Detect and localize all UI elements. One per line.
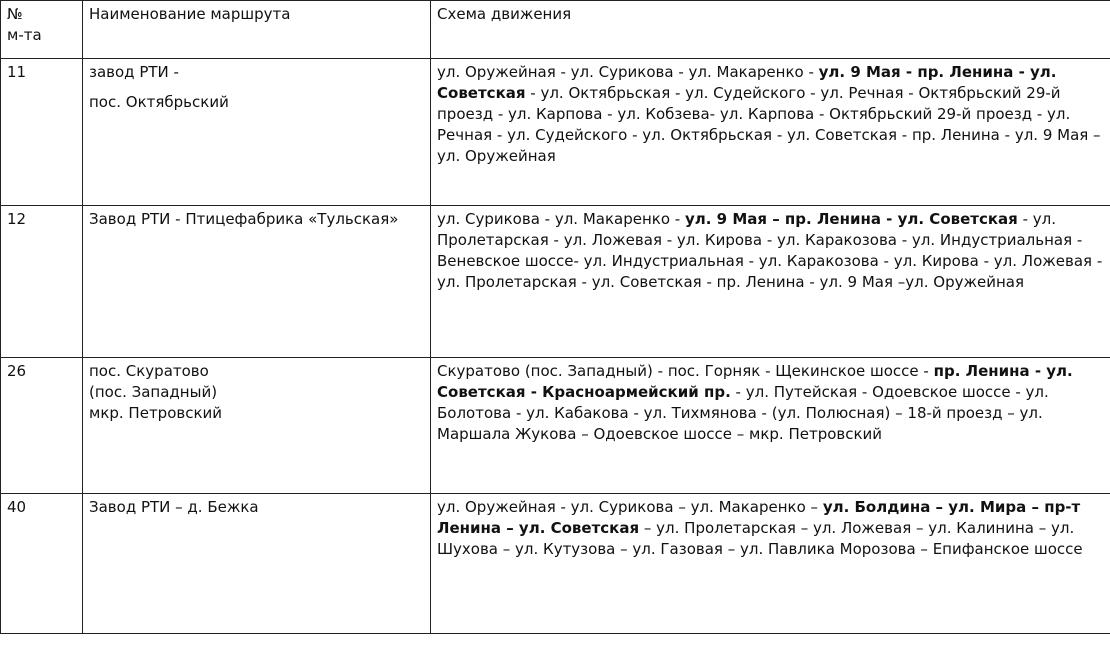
route-name-cell (83, 494, 431, 634)
route-number-cell (1, 494, 83, 634)
header-name-label: Наименование маршрута (89, 5, 291, 23)
route-name-line: Завод РТИ - Птицефабрика «Тульская» (89, 210, 399, 228)
scheme-segment: - ул. Октябрьская - ул. Судейского - ул. Речная - Октябрьский 29-й проезд - ул. Карпова - ул. Кобзева- ул. Карпова - Октябрьский 29-й проезд - ул. Речная - ул. Судейского - ул. Октябрьская - ул. Советская - пр. Ленина - ул. 9 Мая – ул. Оружейная (437, 84, 1101, 165)
header-number-cell (1, 1, 83, 59)
route-scheme-cell (431, 494, 1110, 634)
scheme-segment: ул. Оружейная - ул. Сурикова – ул. Макаренко – (437, 498, 823, 516)
scheme-segment-bold: ул. 9 Мая - пр. Ленина - ул. Советская (437, 63, 1057, 102)
route-name-line: Завод РТИ – д. Бежка (89, 498, 259, 516)
route-number-cell (1, 206, 83, 358)
route-scheme-cell (431, 59, 1110, 206)
scheme-segment: - ул. Путейская - Одоевское шоссе - ул. Болотова - ул. Кабакова - ул. Тихмянова - (ул. Полюсная) – 18-й проезд – ул. Маршала Жукова – Одоевское шоссе – мкр. Петровский (437, 383, 1049, 443)
route-number-cell (1, 59, 83, 206)
table-row (1, 59, 1110, 206)
table-row (1, 206, 1110, 358)
header-number-line2: м-та (7, 26, 42, 44)
route-name-cell (83, 59, 431, 206)
scheme-segment-bold: пр. Ленина - ул. Советская - Красноармейский пр. (437, 362, 1073, 401)
scheme-segment: - ул. Пролетарская - ул. Ложевая - ул. Кирова - ул. Каракозова - ул. Индустриальная - Веневское шоссе- ул. Индустриальная - ул. Каракозова - ул. Кирова - ул. Ложевая - ул. Пролетарская - ул. Советская - пр. Ленина - ул. 9 Мая –ул. Оружейная (437, 210, 1103, 291)
table-row (1, 494, 1110, 634)
header-name-cell (83, 1, 431, 59)
scheme-segment: Скуратово (пос. Западный) - пос. Горняк - Щекинское шоссе - (437, 362, 934, 380)
scheme-segment: ул. Сурикова - ул. Макаренко - (437, 210, 685, 228)
header-scheme-label: Схема движения (437, 5, 572, 23)
route-name-line: (пос. Западный) (89, 383, 218, 401)
header-row (1, 1, 1110, 59)
scheme-segment: – ул. Пролетарская – ул. Ложевая – ул. Калинина – ул. Шухова – ул. Кутузова – ул. Газовая – ул. Павлика Морозова – Епифанское шоссе (437, 519, 1083, 558)
route-number: 12 (7, 210, 27, 228)
scheme-segment: ул. Оружейная - ул. Сурикова - ул. Макаренко - (437, 63, 819, 81)
route-name-line: пос. Скуратово (89, 362, 209, 380)
route-number-cell (1, 358, 83, 494)
route-number: 40 (7, 498, 27, 516)
route-scheme-cell (431, 206, 1110, 358)
route-name-line: мкр. Петровский (89, 404, 223, 422)
table-row (1, 358, 1110, 494)
route-name-line: пос. Октябрьский (89, 93, 229, 111)
route-name-cell (83, 358, 431, 494)
route-name-cell (83, 206, 431, 358)
route-number: 26 (7, 362, 27, 380)
scheme-segment-bold: ул. 9 Мая – пр. Ленина - ул. Советская (684, 210, 1018, 228)
scheme-segment-bold: ул. Болдина – ул. Мира – пр-т Ленина – ул. Советская (437, 498, 1081, 537)
header-scheme-cell (431, 1, 1110, 59)
route-number: 11 (7, 63, 27, 81)
header-number-line1: № (7, 5, 23, 23)
route-scheme-cell (431, 358, 1110, 494)
route-name-line: завод РТИ - (89, 63, 179, 81)
